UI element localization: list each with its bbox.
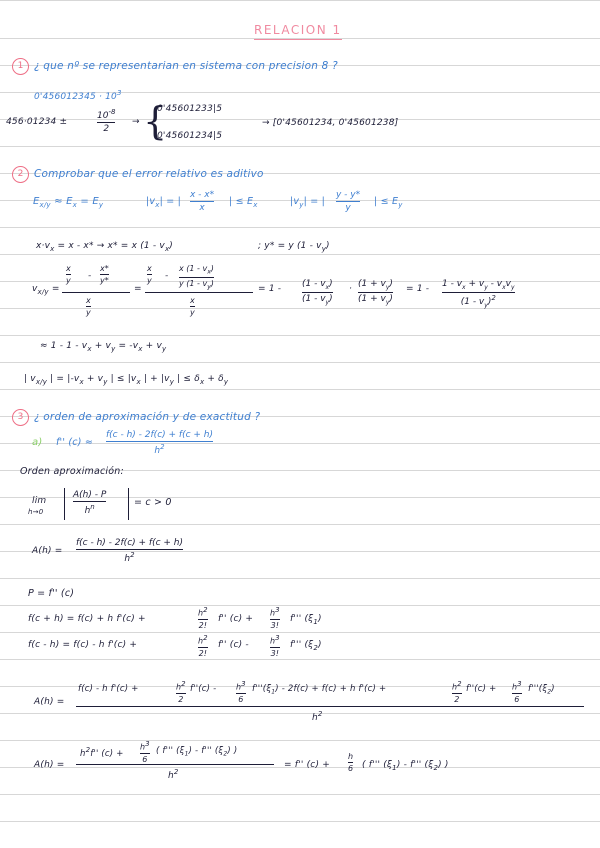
q2-line-1b: ; y* = y $(1 - v_y)$: [258, 241, 330, 253]
q1-result: → [0'45601234, 0'45601238]: [262, 118, 399, 128]
q2-dot: ·: [349, 284, 353, 294]
q1-brace: {: [143, 99, 168, 143]
q3-taylor-1-frac-a: h2 2!: [198, 606, 208, 630]
q2-final-fraction: $1 - v_x + v_y - v_xv_y$ $(1 - v_y)^2$: [442, 279, 515, 309]
question-2-text: Comprobar que el error relativo es aditivo: [34, 168, 264, 180]
q3-last-rhs-frac: h 6: [348, 752, 354, 773]
q3-taylor-1a: f(c + h) = f(c) + h f'(c) +: [28, 614, 146, 624]
q2-vx-left: $|v_x|$ = |: [146, 196, 181, 209]
q1-fraction: $10^{-8}$ 2: [97, 108, 116, 134]
q3-part-a: a): [32, 437, 43, 448]
q3-taylor-1b: f'' (c) +: [218, 614, 254, 624]
q1-lower: 0'45601234|5: [157, 131, 223, 141]
q3-orden: Orden aproximación:: [20, 466, 124, 477]
notebook-page: RELACION 1 1 ¿ que nº se representarian en sistema con precision 8 ? $0'456012345 \cdot 10^3$ 456·01234 ± $10^{-8}$ 2 → { 0'45601233|5 0'45601234|5 → [0'45601234, 0'45601238] 2 Comprobar que el error relativo es aditivo $E_{x/y} \approx E_x = E_y$ $|v_x|$ = | x - x* x | ≤ $E_x$ $|v_y|$ = | y - y* y | ≤ $E_y$ $x\cdot v_x = x - x* \to x* = x$ $(1 - v_x)$ ; y* = y $(1 - v_y)$ $v_{x/y}$ = x y - x* y* x y = x y - x $(1 - v_x)$ y $(1 - v_y)$ x y = 1 - $(1 - v_x)$ $(1 - v_y)$ · $(1 + v_y)$ $(1 + v_y)$ = 1 - $1 - v_x + v_y - v_xv_y$ $(1 - v_y)^2$ ≈ $1 - 1 - v_x + v_y = -v_x + v_y$ | $v_{x/y}$ | = $|-v_x + v_y$ | ≤ $|v_x$ | + $|v_y$ | ≤ $\delta_x + \delta_y$ 3 ¿ orden de aproximación y de exactitud ? a) f'' (c) ≈ f(c - h) - 2f(c) + f(c + h) $h^2$ Orden aproximación: lim h→0 A(h) - P $h^n$ = c > 0 A(h) = f(c - h) - 2f(c) + f(c + h) $h^2$ P = f'' (c) f(c + h) = f(c) + h f'(c) + h2 2! f'' (c) + h3 3! f''' $(\xi_1)$ f(c - h) = f(c) - h f'(c) + h2 2! f'' (c) - h3 3! f''' $(\xi_2)$ A(h) = f(c) - h f'(c) + h2 2 f''(c) - h3 6 $f'''(\xi_1) - 2f(c) + f(c) + h$ f'(c) + h2 2 f''(c) + h3 6 $f'''(\xi_2)$ $h^2$ A(h) = $h^2f''$ (c) + h3 6 ( f''' $(\xi_1)$ - f''' $(\xi_2)$ ) $h^2$ = f'' (c) + h 6 ( f''' $(\xi_1)$ - f''' $(\xi_2)$ ): [0, 0, 600, 848]
q3-last-rhs: = f'' (c) +: [284, 760, 330, 770]
q3-lim-rhs: = c > 0: [134, 497, 172, 508]
q3-taylor-2c: f''' $(\xi_2)$: [290, 640, 322, 652]
q3-taylor-2-frac-a: h2 2!: [198, 634, 208, 658]
q2-vy-left: $|v_y|$ = |: [290, 196, 325, 209]
q2-vy-right: | ≤ $E_y$: [374, 196, 403, 209]
q3-last-rhs-tail: ( f''' $(\xi_1)$ - f''' $(\xi_2)$ ): [362, 760, 449, 772]
question-number-3: 3: [12, 409, 29, 426]
q3-ah-fraction: f(c - h) - 2f(c) + f(c + h) $h^2$: [76, 538, 184, 564]
q3-abs-right: [128, 488, 129, 520]
q2-frac-lhs: $v_{x/y}$ =: [32, 284, 60, 296]
q3-lim: lim: [32, 496, 47, 506]
q3-taylor-2b: f'' (c) -: [218, 640, 249, 650]
q1-lhs: 456·01234 ±: [6, 117, 68, 127]
q2-eq-3: = 1 -: [406, 284, 430, 294]
q3-ah-lhs: A(h) =: [32, 546, 63, 556]
q2-frac-a: $(1 - v_x)$ $(1 - v_y)$: [302, 279, 333, 306]
q2-eq-2: = 1 -: [258, 284, 282, 294]
title-underline: [254, 39, 342, 40]
q3-abs-left: [64, 488, 65, 520]
q1-upper: 0'45601233|5: [157, 104, 223, 114]
q3-last-lhs: A(h) =: [34, 760, 65, 770]
question-number-2: 2: [12, 166, 29, 183]
q3-big-fraction: f(c) - h f'(c) + h2 2 f''(c) - h3 6 $f'''(\xi_1) - 2f(c) + f(c) + h$ f'(c) + h2 2 f''(c) + h3 6 $f'''(\xi_2)$ $h^2$: [76, 680, 586, 724]
question-1-text: ¿ que nº se representarian en sistema con precision 8 ?: [34, 60, 338, 72]
question-3-text: ¿ orden de aproximación y de exactitud ?: [34, 411, 261, 423]
q3-taylor-1c: f''' $(\xi_1)$: [290, 614, 322, 626]
question-number-1: 1: [12, 58, 29, 75]
q2-abs-line: | $v_{x/y}$ | = $|-v_x + v_y$ | ≤ $|v_x$ | + $|v_y$ | ≤ $\delta_x + \delta_y$: [24, 374, 229, 386]
q3-f2-lhs: f'' (c) ≈: [56, 437, 94, 448]
q2-eq-1: =: [134, 284, 142, 294]
q2-line-1: $x\cdot v_x = x - x* \to x* = x$ $(1 - v_x)$: [36, 241, 173, 253]
q3-p-def: P = f'' (c): [28, 588, 75, 599]
q3-lim-fraction: A(h) - P $h^n$: [73, 490, 107, 516]
q2-frac-b: $(1 + v_y)$ $(1 + v_y)$: [358, 279, 393, 306]
q2-vx-right: | ≤ $E_x$: [229, 196, 258, 209]
q2-vx-fraction: x - x* x: [190, 190, 215, 213]
q3-last-fraction: $h^2f''$ (c) + h3 6 ( f''' $(\xi_1)$ - f''' $(\xi_2)$ ) $h^2$: [76, 740, 276, 784]
q2-condition: $E_{x/y} \approx E_x = E_y$: [33, 196, 104, 209]
q1-arrow: →: [132, 117, 140, 127]
page-title: RELACION 1: [254, 23, 342, 37]
q3-big-lhs: A(h) =: [34, 697, 65, 707]
q1-value: $0'456012345 \cdot 10^3$: [34, 89, 122, 102]
q3-f2-fraction: f(c - h) - 2f(c) + f(c + h) $h^2$: [106, 430, 214, 456]
q3-lim-sub: h→0: [28, 508, 44, 516]
q3-taylor-2a: f(c - h) = f(c) - h f'(c) +: [28, 640, 138, 650]
q3-taylor-1-frac-b: h3 3!: [270, 606, 280, 630]
q3-taylor-2-frac-b: h3 3!: [270, 634, 280, 658]
q2-approx: ≈ $1 - 1 - v_x + v_y = -v_x + v_y$: [40, 341, 167, 353]
q2-vy-fraction: y - y* y: [336, 190, 361, 213]
